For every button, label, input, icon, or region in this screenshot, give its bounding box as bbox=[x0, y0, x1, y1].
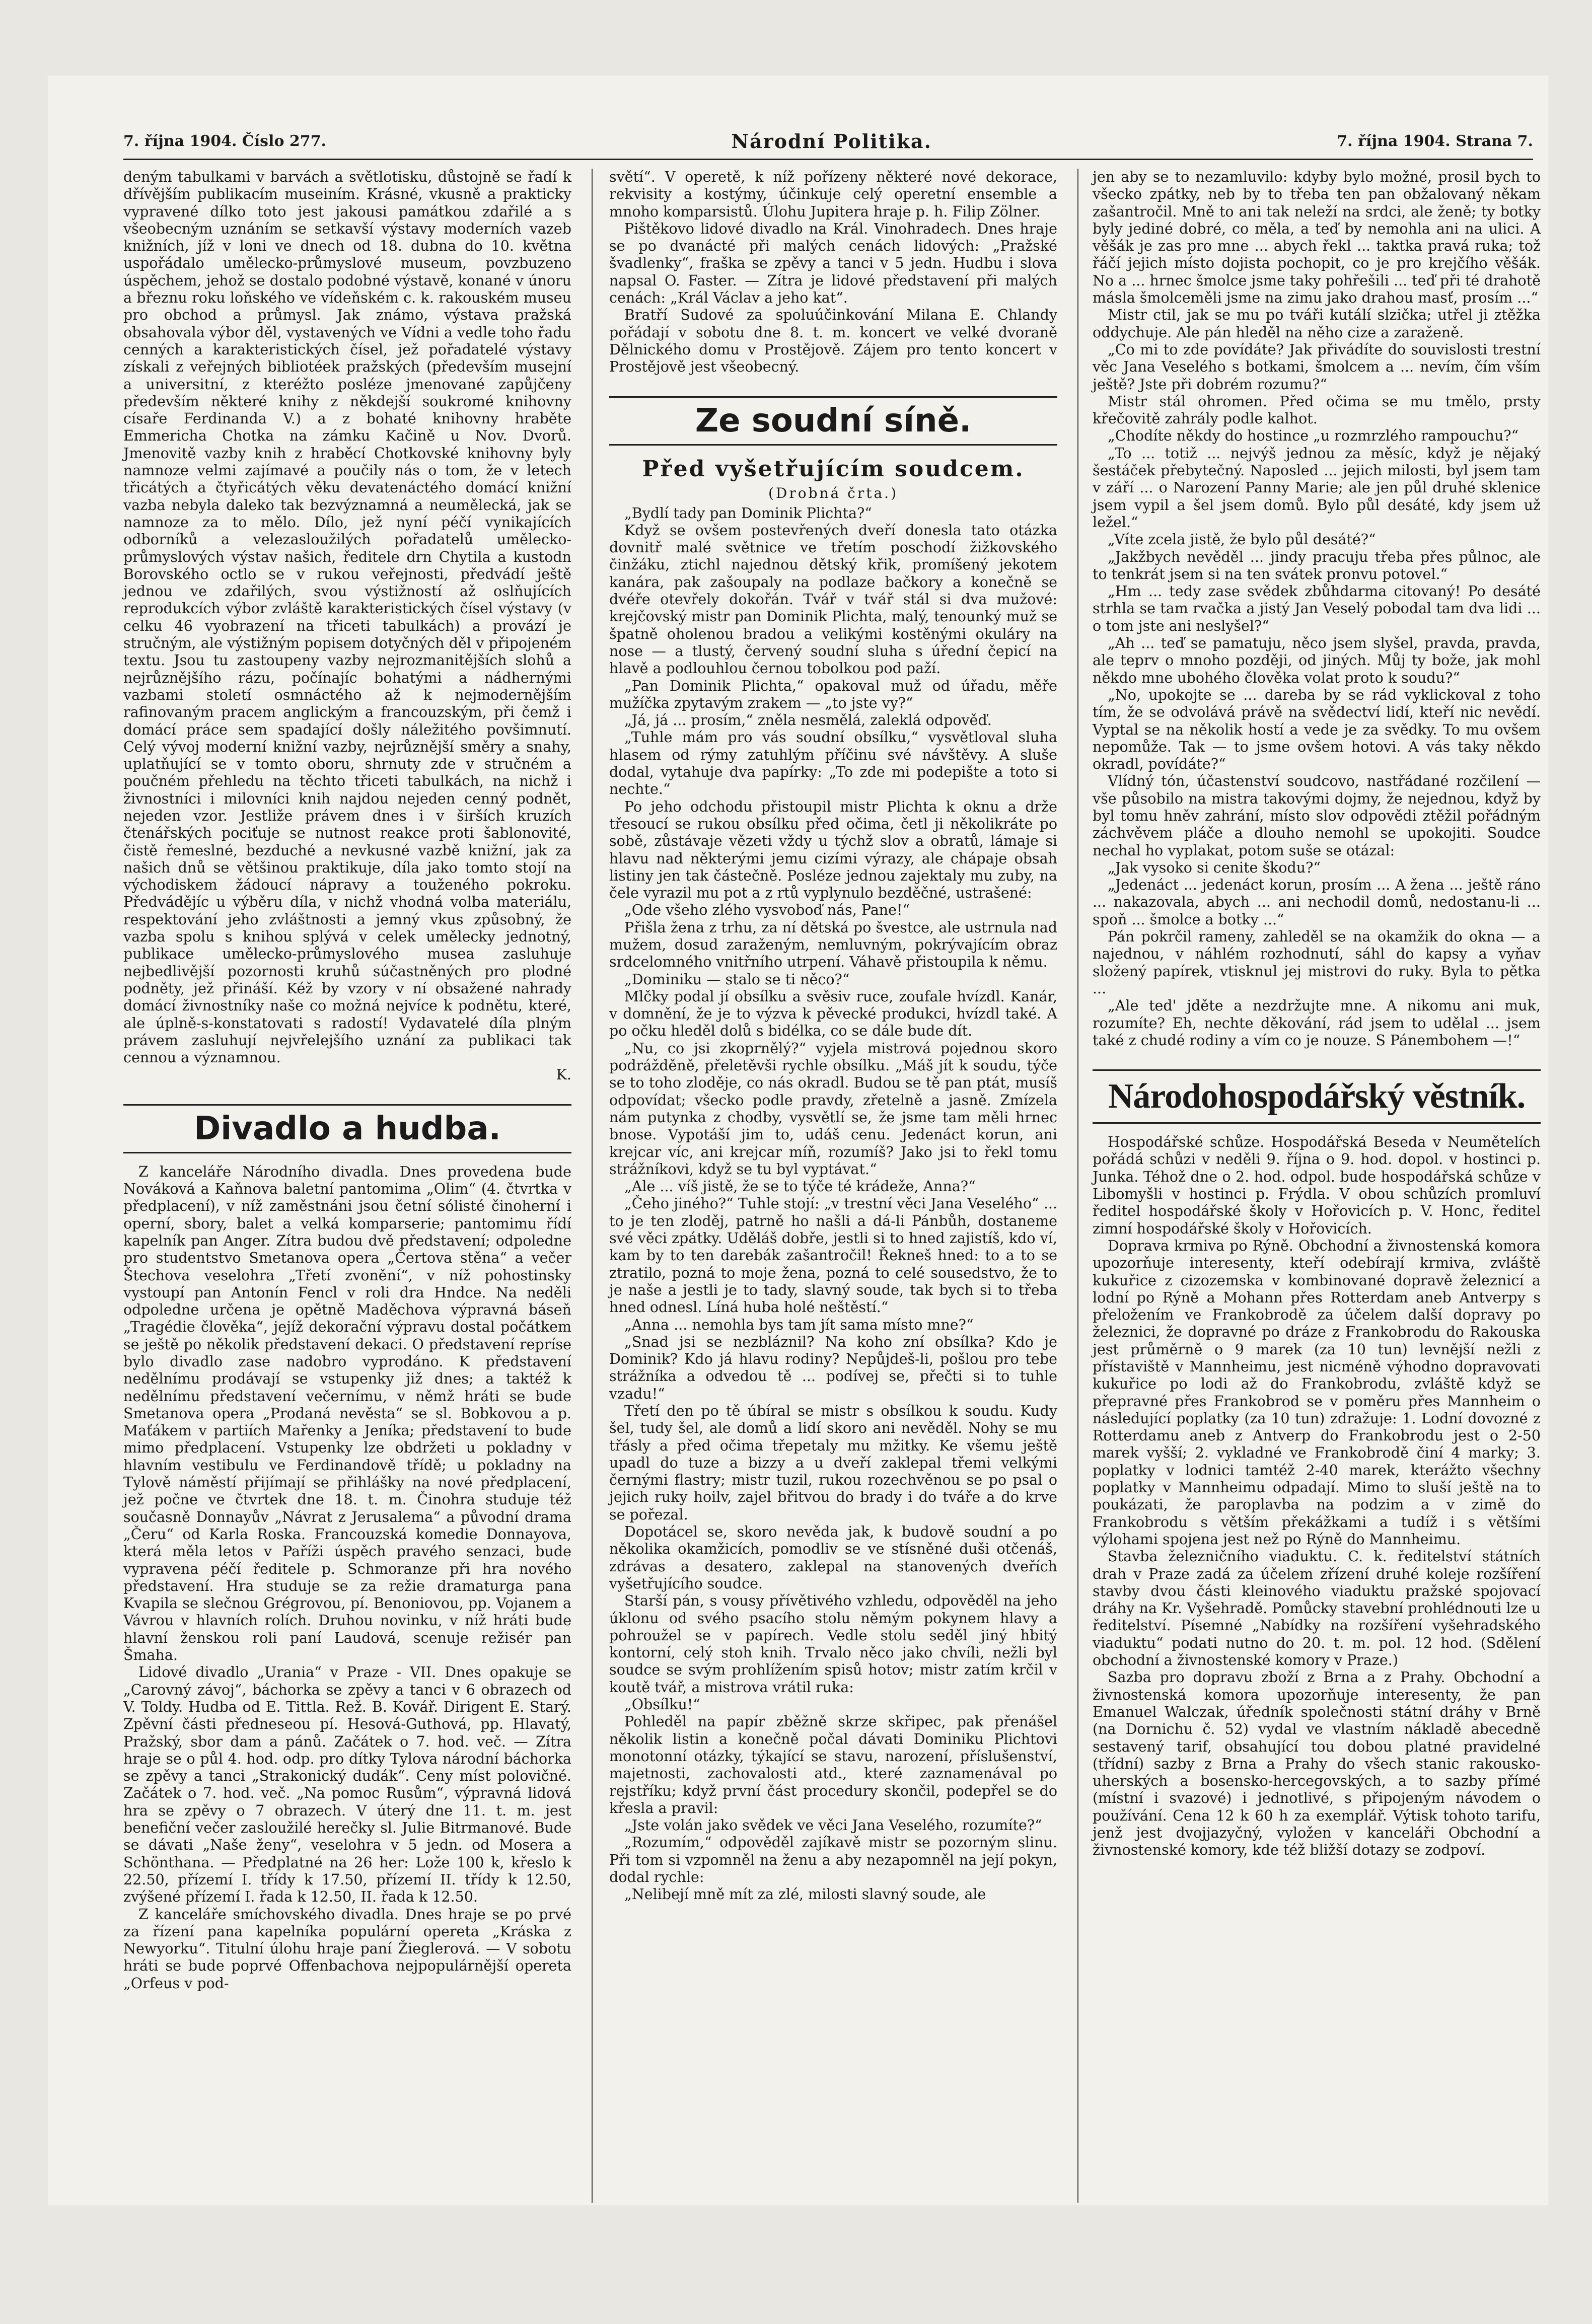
newspaper-page bbox=[48, 76, 1548, 2205]
story-paragraph: „Ah ... teď se pamatuju, něco jsem slyšel, pravda, pravda, ale teprv o mnoho později, od jiných. Můj ty bože, jak mohl někdo mne ubohého člověka volat proto k soudu?“ bbox=[1093, 635, 1541, 686]
story-paragraph: „Já, já ... prosím,“ zněla nesmělá, zaleklá odpověď. bbox=[624, 712, 992, 729]
story-paragraph: „Jedenáct ... jedenáct korun, prosím ... A žena ... ještě ráno ... nakazovala, abych ... ani nechodil domů, nedostanu-li ... spoň ... šmolce a botky ...“ bbox=[1093, 877, 1541, 928]
story-paragraph: Mistr ctil, jak se mu po tváři kutálí slzička; utřel ji ztěžka oddychuje. Ale pán hleděl na něho cize a zaraženě. bbox=[1093, 307, 1541, 341]
theatre-paragraph: Z kanceláře Národního divadla. Dnes provedena bude Nováková a Kaňnova baletní pantomima „Olim“ (4. čtvrtka v předplacení), v níž zaměstnáni jsou četní sólisté činoherní i operní, sbory, balet a velká komparserie; pantomimu řídí kapelník pan Anger. Zítra budou dvě představení; odpoledne pro studentstvo Smetanova opera „Čertova stěna“ a večer Štechova veselohra „Třetí zvonění“, v níž pohostinsky vystoupí pan Antonín Fencl v roli dra Hndce. Na neděli odpoledne určena je opětně Maděchova výpravná báseň „Tragédie člověka“, jejíž dekorační výpravu dostal počátkem se ještě po několik představení dekaci. O představení repríse bylo divadlo zase nadobro vyprodáno. K představení nedělnímu prodávají se vstupenky již dnes; a taktéž k nedělnímu představení večernímu, v němž hráti se bude Smetanova opera „Prodaná nevěsta“ se sl. Bobkovou a p. Maťákem v partiích Mařenky a Jeníka; představení to bude mimo předplacení. Vstupenky lze obdržeti u pokladny v hlavním vestibulu ve Ferdinandově třídě; u pokladny na Tylově náměstí přijímají se přihlášky na nové předplacení, jež počne ve čtvrtek dne 18. t. m. Činohra studuje též současně Donnayův „Návrat z Jerusalema“ a původní drama „Čeru“ od Karla Roska. Francouzská komedie Donnayova, která měla letos v Paříži úspěch pravého senzaci, bude vypravena péčí ředitele p. Schmoranze při hra nového představení. Hra studuje se za režie dramaturga pana Kvapila se slečnou Grégrovou, pí. Benoniovou, pp. Vojanem a Vávrou v hlavních rolích. Druhou novinku, v níž hráti bude hlavní ženskou roli paní Laudová, scenuje režisér pan Šmaha. bbox=[123, 1163, 571, 1664]
story-paragraph: Dopotácel se, skoro nevěda jak, k budově soudní a po několika okamžicích, pomodliv se ve stísněné duši otčenáš, zdrávas a desatero, zaklepal na stanovených dveřích vyšetřujícího soudce. bbox=[609, 1523, 1057, 1592]
economy-paragraph: Hospodářské schůze. Hospodářská Beseda v Neumětelích pořádá schůzi v neděli 9. října o 9. hod. dopol. v hostinci p. Junka. Téhož dne o 2. hod. odpol. bude hospodářská schůze v Libomyšli v hostinci p. Frýdla. V obou schůzích promluví ředitel hospodářské školy v Hořovicích p. V. Honc, ředitel zimní hospodářské školy v Hořovicích. bbox=[1093, 1134, 1541, 1237]
theatre-paragraph: Pištěkovo lidové divadlo na Král. Vinohradech. Dnes hraje se po dvanácté při malých cenách lidových: „Pražské švadlenky“, fraška se zpěvy a tanci v 5 jedn. Hudbu i slova napsal O. Faster. — Zítra je lidové představení při malých cenách: „Král Václav a jeho kat“. bbox=[609, 220, 1057, 307]
story-paragraph: „No, upokojte se ... dareba by se rád vyklickoval z toho tím, že se odvolává právě na svědectví lidí, kteří nic nevědí. Vyptal se na několik hostí a vede je za svědky. To mu ovšem nepomůže. Tak — to jsme ovšem hotovi. A vás taky někdo okradl, povídáte?“ bbox=[1093, 686, 1541, 773]
story-paragraph: Pohleděl na papír zběžně skrze skřipec, pak přenášel několik listin a konečně počal dávati Dominiku Plichtovi monotonní otázky, týkající se stavu, narození, příslušenství, majetnosti, zachovalosti atd., které zaznamenával po rejstříku; když první část procedury skončil, podepřel se do křesla a pravil: bbox=[609, 1713, 1057, 1817]
story-paragraph: Mistr stál ohromen. Před očima se mu tmělo, prsty křečovitě zahrály podle kalhot. bbox=[1093, 393, 1541, 427]
section-title-court: Ze soudní síně. bbox=[609, 396, 1057, 446]
economy-paragraph: Stavba železničního viaduktu. C. k. ředitelství státních drah v Praze zadá za účelem zřízení druhé koleje rozšíření stavby dvou části kleinového viaduktu pražské spojovací dráhy na Kr. Vyšehradě. Pomůcky stavební prohlédnouti lze u ředitelství. Písemné „Nabídky na rozšíření vyšehradského viaduktu“ podati nutno do 20. t. m. pol. 12 hod. (Sdělení obchodní a živnostenské komory v Praze.) bbox=[1093, 1548, 1541, 1669]
story-paragraph: Pán pokrčil rameny, zahleděl se na okamžik do okna — a najednou, v náhlém rozhodnutí, sáhl do kapsy a vyňav složený papírek, vtisknul jej mistrovi do ruky. Byla to pětka ... bbox=[1093, 928, 1541, 997]
story-paragraph: „Víte zcela jistě, že bylo půl desáté?“ bbox=[1108, 531, 1376, 548]
story-paragraph: „Rozumím,“ odpověděl zajíkavě mistr se pozorným slinu. Při tom si vzpomněl na ženu a aby nezapomněl na její pokyn, dodal rychle: bbox=[609, 1834, 1057, 1886]
theatre-paragraph: světí“. V operetě, k níž pořízeny některé nové dekorace, rekvisity a kostýmy, účinkuje celý operetní ensemble a mnoho komparsistů. Úlohu Jupitera hraje p. h. Filip Zölner. bbox=[609, 169, 1057, 220]
column-1 bbox=[123, 169, 571, 1992]
section-title-economy: Národohospodářský věstník. bbox=[1093, 1069, 1541, 1124]
story-paragraph: „To ... totiž ... nejvýš jednou za měsíc, když je nějaký šestáček přebytečný. Naposled ... jejich milosti, byl jsem tam v září ... o Narození Panny Marie; ale jen půl druhé sklenice jsem vypil a šel jsem domů. Bylo půl desáté, kdy jsem už ležel.“ bbox=[1093, 445, 1541, 531]
story-paragraph: „Ale ted' jděte a nezdržujte mne. A nikomu ani muk, rozumíte? Eh, nechte děkování, rád jsem to udělal ... jsem také z chudé rodiny a vím co je nouze. S Pánembohem —!“ bbox=[1093, 997, 1541, 1049]
story-paragraph: Po jeho odchodu přistoupil mistr Plichta k oknu a drže třesoucí se rukou obsílku před očima, četl ji několikráte po sobě, zůstávaje vězeti vždy u týchž slov a obratů, lámaje si hlavu nad některými jemu cizími výrazy, ale chápaje obsah listiny jen tak částečně. Posléze jednou zajektaly mu zuby, na čele vyrazil mu pot a z rtů vyplynulo bezděčné, ustrašené: bbox=[609, 798, 1057, 902]
story-paragraph: Třetí den po tě úbíral se mistr s obsílkou k soudu. Kudy šel, tudy šel, ale domů a lidí skoro ani nevěděl. Nohy se mu třásly a před očima třepetaly mu mžitky. Ke všemu ještě upadl do tuze a bizzy a u dveří zaklepal třemi velkými černými flastry; mistr tuzil, rukou rozechvěnou se po psal o jejich ruky hoilv, zajel břitvou do brady i do tváře a do krve se pořezal. bbox=[609, 1403, 1057, 1523]
story-paragraph: „Anna ... nemohla bys tam jít sama místo mne?“ bbox=[624, 1316, 974, 1333]
column-divider bbox=[1077, 169, 1078, 2203]
masthead-title: Národní Politika. bbox=[731, 129, 932, 153]
article-paragraph: deným tabulkami v barvách a světlotisku, důstojně se řadí k dřívějším publikacím museiním. Krásné, vkusně a prakticky vypravené dílko toto jest jakousi památkou zdařilé a s všeobecným uznáním se setkavší výstavy moderních vazeb knižních, jíž v loni ve dnech od 18. dubna do 10. května uspořádalo umělecko-průmyslové museum, povzbuzeno úspěchem, jehož se dostalo podobné výstavě, konané v únoru a březnu roku loňského ve vídeňském c. k. rakouském museu pro obchod a průmysl. Jak známo, výstava pražská obsahovala výbor děl, vystavených ve Vídni a vedle toho řadu cenných a karakteristických čísel, jež pořadatelé výstavy získali z veřejných bibliotéek pražských (především musejní a universitní, z kteréžto posléze jmenované zapůjčeny především některé knihy z někdejší soukromé knihovny císaře Ferdinanda V.) a z bohaté knihovny hraběte Emmericha Chotka na zámku Kačině u Nov. Dvorů. Jmenovitě vazby knih z hraběcí Chotkovské knihovny byly namnoze velmi zajímavé a poučily nás o tom, že v letech třicátých a čtyřicátých věku devatenáctého domácí knižní vazba nebyla daleko tak bezvýznamná a neumělecká, jak se namnoze za to mělo. Dílo, jež nyní péčí vynikajících odborníků a velezasloužilých pořadatelů umělecko-průmyslových výstav našich, ředitele drn Chytila a kustodn Borovského octlo se v rukou veřejnosti, předvádí ještě jednou ve zdařilých, svou výstižností až oslňujících reprodukcích výbor zvláště karakteristických čísel výstavy (v celku 46 vyobrazení na třiceti tabulkách) a provází je stručným, ale výstižným popisem dotyčných děl v připojeném textu. Jsou tu zastoupeny vazby nejrozmanitějších slohů a nejrůznějšího rázu, počínajíc bohatými a nádhernými vazbami století osmnáctého až k nejmodernějším rafinovaným pracem anglickým a francouzským, při čemž i domácí práce sem spadající došly náležitého povšimnutí. Celý vývoj moderní knižní vazby, nejrůznější směry a snahy, uplatňující se v tomto oboru, shrnuty zde v stručném a poučném přehledu na těchto třiceti tabulkách, na nichž i živnostníci i milovníci knih najdou nejeden cenný podnět, nejeden vzor. Jestliže právem dnes i v širších kruzích čtenářských pociťuje se nutnost reakce proti šablonovité, čistě řemeslné, bezduché a nevkusné vazbě knižní, jak za našich dnů se většinou praktikuje, díla jako tomto stojí na východiskem žádoucí nápravy a touženého pokroku. Předvádějíc u výběru díla, v nichž vhodná volba materiálu, respektování jeho zvláštnosti a jemný vkus způsobný, že vazba spolu s knihou splývá v celek umělecky jednotný, publikace umělecko-průmyslového musea zasluhuje nejbedlivější pozornosti kruhů súčastněných pro plodné podněty, jež přináší. Kéž by vzory v ní obsažené nahrady domácí živnostníky naše co možná nejvíce k podnětu, které, ale úplně-s-konstatovati s radostí! Vydavatelé díla plným právem zasluhují nejvřelejšího uznání za publikaci tak cennou a významnou. bbox=[123, 169, 571, 1066]
header-left: 7. října 1904. Číslo 277. bbox=[123, 132, 326, 150]
story-paragraph: „Jakžbych nevěděl ... jindy pracuju třeba přes půlnoc, ale to tenkrát jsem si na ten svátek pronvu potovel.“ bbox=[1093, 548, 1541, 583]
story-paragraph: „Hm ... tedy zase svědek zbůhdarma citovaný! Po desáté strhla se tam rvačka a jistý Jan Veselý pobodal tam dva lidi ... o tom jste ani neslyšel?“ bbox=[1093, 583, 1541, 634]
economy-paragraph: Sazba pro dopravu zboží z Brna a z Prahy. Obchodní a živnostenská komora upozorňuje interesenty, že pan Emanuel Walczak, úředník společnosti státní dráhy v Brně (na Dornichu č. 52) vydal ve vlastním nákladě abecedně sestavený tarif, obsahující tou dobou platné pravidelné (třídní) sazby z Brna a Prahy do všech stanic rakousko-uherských a bosensko-hercegovských, a to sazby přímé (místní i svazové) i jednotlivé, s připojeným návodem o používání. Cena 12 k 60 h za exemplář. Výtisk tohoto tarifu, jenž jest dvojjazyčný, vyložen v kanceláři Obchodní a živnostenské komory, kde též bližší dotazy se zodpoví. bbox=[1093, 1669, 1541, 1859]
story-paragraph: „Dominiku — stalo se ti něco?“ bbox=[624, 971, 850, 988]
column-divider bbox=[592, 169, 593, 2203]
section-title-theatre: Divadlo a hudba. bbox=[123, 1104, 571, 1153]
story-paragraph: „Nelibejí mně mít za zlé, milosti slavný soude, ale bbox=[624, 1886, 986, 1903]
story-paragraph: Když se ovšem postevřených dveří donesla tato otázka dovnitř malé světnice ve třetím poschodí žižkovského činžáku, ztichl najednou dětský křik, promíšený jekotem kanára, pak zašoupaly na podlaze bačkory a konečně se dvéře otevřely dokořán. Tvář v tvář stál si dva mužové: krejčovský mistr pan Dominik Plichta, malý, tenounký muž se špatně oholenou bradou a velikými kostěnými okuláry na nose — a tlustý, červený soudní sluha s úřední čepicí na hlavě a podlouhlou černou tobolkou pod paží. bbox=[609, 522, 1057, 677]
story-paragraph: „Jak vysoko si cenite škodu?“ bbox=[1108, 859, 1321, 876]
story-paragraph: „Ode všeho zlého vysvoboď nás, Pane!“ bbox=[624, 902, 910, 919]
story-paragraph: „Co mi to zde povídáte? Jak přivádíte do souvislosti trestní věc Jana Veselého s botkami, šmolcem a ... nevím, čím vším ještě? Jste při dobrém rozumu?“ bbox=[1093, 341, 1541, 393]
story-paragraph: Mlčky podal jí obsílku a svěsiv ruce, zoufale hvízdl. Kanár, v domnění, že je to výzva k pěvecké produkci, hvízdl také. A po očku hleděl dolů s bidélka, co se dále bude dít. bbox=[609, 988, 1057, 1040]
story-paragraph: „Ale ... víš jistě, že se to týče té krádeže, Anna?“ bbox=[624, 1178, 976, 1195]
story-paragraph: „Obsílku!“ bbox=[624, 1696, 700, 1713]
story-paragraph: jen aby se to nezamluvilo: kdyby bylo možné, prosil bych to všecko zpátky, neb by to třeba ten pan obžalovaný někam zašantročil. Mně to ani tak neleží na srdci, ale ženě; ty botky byly jediné dobré, co měla, a teď by nemohla ani na ulici. A věšák je zas pro mne ... abych řekl ... taktka pravá ruka; tož řáčí jejich místo dojista pochopit, co je pro krejčího věšák. No a ... hrnec šmolce jsme taky pohřešili ... teď při té drahotě másla šmolceměli jsme na zimu jako drahou masť, prosím ...“ bbox=[1093, 169, 1541, 307]
article-signature: K. bbox=[556, 1066, 571, 1083]
story-paragraph: „Snad jsi se nezbláznil? Na koho zní obsílka? Kdo je Dominik? Kdo já hlavu rodiny? Nepůjdeš-li, pošlou pro tebe strážníka a odvedou tě ... podívej se, přečti si to tuhle vzadu!“ bbox=[609, 1333, 1057, 1402]
story-paragraph: „Jste volán jako svědek ve věci Jana Veselého, rozumíte?“ bbox=[624, 1817, 1042, 1834]
story-paragraph: „Bydlí tady pan Dominik Plichta?“ bbox=[624, 504, 872, 522]
column-2 bbox=[609, 169, 1057, 1904]
story-paragraph: Přišla žena z trhu, za ní dětská po švestce, ale ustrnula nad mužem, dosud zaraženým, nemluvným, pokrývajícím obraz srdcelomného vnitřního utrpení. Váhavě přistoupila k němu. bbox=[609, 919, 1057, 971]
theatre-paragraph: Z kanceláře smíchovského divadla. Dnes hraje se po prvé za řízení pana kapelníka populární opereta „Kráska z Newyorku“. Titulní úlohu hraje paní Žieglerová. — V sobotu hráti se bude poprvé Offenbachova nejpopulárnější opereta „Orfeus v pod- bbox=[123, 1906, 571, 1992]
story-paragraph: Starší pán, s vousy přívětivého vzhledu, odpověděl na jeho úklonu od svého psacího stolu němým pokynem hlavy a pohroužel se v papírech. Vedle stolu seděl jiný hbitý kontorní, celý stoh knih. Trvalo něco jako chvíli, nežli byl soudce se svým prohlížením spisů hotov; mistr zatím krčil v koutě tvář, a mistrova vrátil ruka: bbox=[609, 1592, 1057, 1696]
story-paragraph: „Chodíte někdy do hostince „u rozmrzlého rampouchu?“ bbox=[1108, 427, 1519, 445]
story-paragraph: „Tuhle mám pro vás soudní obsílku,“ vysvětloval sluha hlasem od rýmy zatuhlým příčinu své návštěvy. A sluše dodal, vytahuje dva papírky: „To zde mi podepište a toto si nechte.“ bbox=[609, 729, 1057, 798]
economy-paragraph: Doprava krmiva po Rýně. Obchodní a živnostenská komora upozorňuje interesenty, kteří odebírají krmiva, zvláště kukuřice z cizozemska v kombinované dopravě železnicí a lodní po Rýně a Mohann přes Rotterdam aneb Antverpy s přeložením ve Frankobrodě za účelem další dopravy po železnici, že dopravné po dráze z Frankobrodu do Rakouska jest průměrně o 9 marek (za 10 tun) levnější nežli z přístaviště v Mannheimu, jest nicméně výhodno dopravovati kukuřice po lodi až do Frankobrodu, zvláště když se přepravné přes Frankobrod se v poměru přes Mannheim o následující poplatky (za 10 tun) zdražuje: 1. Lodní dovozné z Rotterdamu aneb z Antverp do Frankobrodu jest o 2-50 marek vyšší; 2. vykladné ve Frankobrodě činí 4 marky; 3. poplatky v lodnici tamtéž 2-40 marek, kterážto všechny poplatky v Mannheimu odpadají. Mimo to sluší ještě na to poukázati, že paroplavba na podzim a v zimě do Frankobrodu s větším překážkami a tudíž i s většími výlohami spojena jest než po Rýně do Mannheimu. bbox=[1093, 1237, 1541, 1548]
story-paragraph: „Čeho jiného?“ Tuhle stojí: „v trestní věci Jana Veselého“ ... to je ten zloděj, patrně ho našli a dá-li Pánbůh, dostaneme své věci zpátky. Uděláš dobře, jestli si to hned zajistíš, kdo ví, kam by to ten darebák zašantročil! Řekneš hned: to a to se ztratilo, pozná to moje žena, pozná to celé sousedstvo, že to je naše a jestli je to tady, slavný soude, tak bych si to třeba hned odnesl. Líná huba holé neštěstí.“ bbox=[609, 1195, 1057, 1316]
theatre-paragraph: Lidové divadlo „Urania“ v Praze - VII. Dnes opakuje se „Carovný závoj“, báchorka se zpěvy a tanci v 6 obrazech od V. Toldy. Hudba od E. Tittla. Rež. B. Kovář. Dirigent E. Starý. Zpěvní části předneseou pí. Hesová-Guthová, pp. Hlavatý, Pražský, sbor dam a pánů. Začátek o 7. hod. več. — Zítra hraje se o půl 4. hod. odp. pro dítky Tylova národní báchorka se zpěvy a tanci „Strakonický dudák“. Ceny míst polovičné. Začátek o 7. hod. več. „Na pomoc Rusům“, výpravná lidová hra se zpěvy o 7 obrazech. V úterý dne 11. t. m. jest benefiční večer zasloužilé herečky sl. Julie Bitrmanové. Bude se dávati „Naše ženy“, veselohra v 5 jedn. od Mosera a Schönthana. — Předplatné na 26 her: Lože 100 k, křeslo k 22.50, přízemí I. třídy k 17.50, přízemí II. třídy k 12.50, zvýšené přízemí I. řada k 12.50, II. řada k 12.50. bbox=[123, 1664, 571, 1906]
story-paragraph: „Pan Dominik Plichta,“ opakoval muž od úřadu, měře mužíčka zpytavým zrakem — „to jste vy?“ bbox=[609, 677, 1057, 711]
story-title: Před vyšetřujícím soudcem. bbox=[642, 456, 1025, 482]
story-paragraph: Vlídný tón, účastenství soudcovo, nastřádané rozčilení — vše působilo na mistra takovými dojmy, že nejednou, když by byl tomu hněv zahrání, místo slov odpovědi ztěžil pořádným záchvěvem pláče a dlouho nemohl se upokojiti. Soudce nechal ho vyplakat, potom suše se otázal: bbox=[1093, 773, 1541, 859]
header-right: 7. října 1904. Strana 7. bbox=[1337, 132, 1533, 150]
page-header bbox=[123, 123, 1533, 160]
story-subtitle: (Drobná črta.) bbox=[768, 484, 898, 501]
story-paragraph: „Nu, co jsi zkoprnělý?“ vyjela mistrová pojednou skoro podrážděně, přeletěvši rychle obsílku. „Máš jít k soudu, týče se to toho zloděje, co nás okradl. Budou se tě pan ptát, musíš odpovídat; všecko podle pravdy, zřetelně a jasně. Zmízela nám putynka z chodby, vysvětlí se, že jsme tam měli hrnec bnose. Vypotáší jim to, udáš cenu. Jedenáct korun, ani krejcar víc, ani krejcar míň, rozumíš? Jako jsi to řekl tomu strážníkovi, když se tu byl vyptávat.“ bbox=[609, 1040, 1057, 1178]
theatre-paragraph: Bratří Sudové za spoluúčinkování Milana E. Chlandy pořádají v sobotu dne 8. t. m. koncert ve velké dvoraně Dělnického domu v Prostějově. Zájem pro tento koncert v Prostějově jest všeobecný. bbox=[609, 307, 1057, 376]
column-3 bbox=[1093, 169, 1541, 1859]
